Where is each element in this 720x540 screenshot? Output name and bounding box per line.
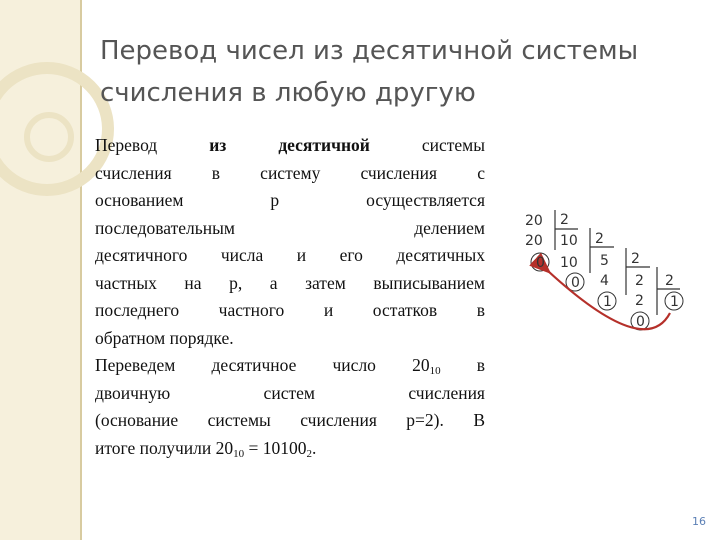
paragraph-example [95,352,485,462]
p1-line-5: десятичного числа и его десятичных [95,245,485,265]
divisor-2-c: 2 [631,251,640,267]
remainder-0-c: 0 [636,314,645,330]
p2-line4-a: итоге получили 20 [95,437,234,458]
quotient-2: 2 [635,273,644,289]
divisor-2-b: 2 [595,231,604,247]
decorative-circle-small [24,112,74,162]
product-4: 4 [600,273,609,289]
title-line-2: счисления в любую другую [100,78,476,108]
divisor-2-d: 2 [665,273,674,289]
title-line-1: Перевод чисел из десятичной системы [100,36,639,66]
quotient-10: 10 [560,233,578,249]
slide-title [100,30,700,114]
p1-line-7: последнего частного и остатков в [95,300,485,320]
division-diagram [520,205,695,340]
product-2: 2 [635,293,644,309]
p1-line-2: счисления в систему счисления с [95,162,485,183]
quotient-1: 1 [670,294,679,310]
p2-line4-sub2: 2 [306,447,313,460]
p2-line-1 [95,352,485,380]
p1-line-6: частных на р, а затем выписыванием [95,272,485,293]
p1-line-1 [95,132,485,160]
p2-line-2: двоичную систем счисления [95,382,485,403]
p1-line1-bold: из десятичной [209,135,370,155]
p2-line1-a: Переведем десятичное число 20 [95,355,430,375]
p2-line4-c: . [312,437,317,458]
remainder-0-b: 0 [571,275,580,291]
p2-line1-b: в [440,355,485,375]
page-number: 16 [692,515,706,528]
divisor-2-a: 2 [560,212,569,228]
remainder-0-a: 0 [536,255,545,271]
dividend-20: 20 [525,213,543,229]
p2-line1-sub: 10 [429,365,441,377]
product-10: 10 [560,255,578,271]
p1-line1-a: Перевод [95,135,210,155]
slide-body [95,132,485,462]
p1-line-3: основанием р осуществляется [95,190,485,210]
p2-line4-b: = 10100 [244,437,307,458]
product-20: 20 [525,233,543,249]
p1-line-8: обратном порядке. [95,327,234,348]
p1-line-4: последовательным делением [95,217,485,238]
p2-line-4 [95,435,485,463]
quotient-5: 5 [600,253,609,269]
p2-line4-sub1: 10 [233,447,245,460]
p1-line1-c: системы [369,135,485,155]
paragraph-method [95,132,485,352]
p2-line-3: (основание системы счисления р=2). В [95,410,485,430]
remainder-1: 1 [603,294,612,310]
